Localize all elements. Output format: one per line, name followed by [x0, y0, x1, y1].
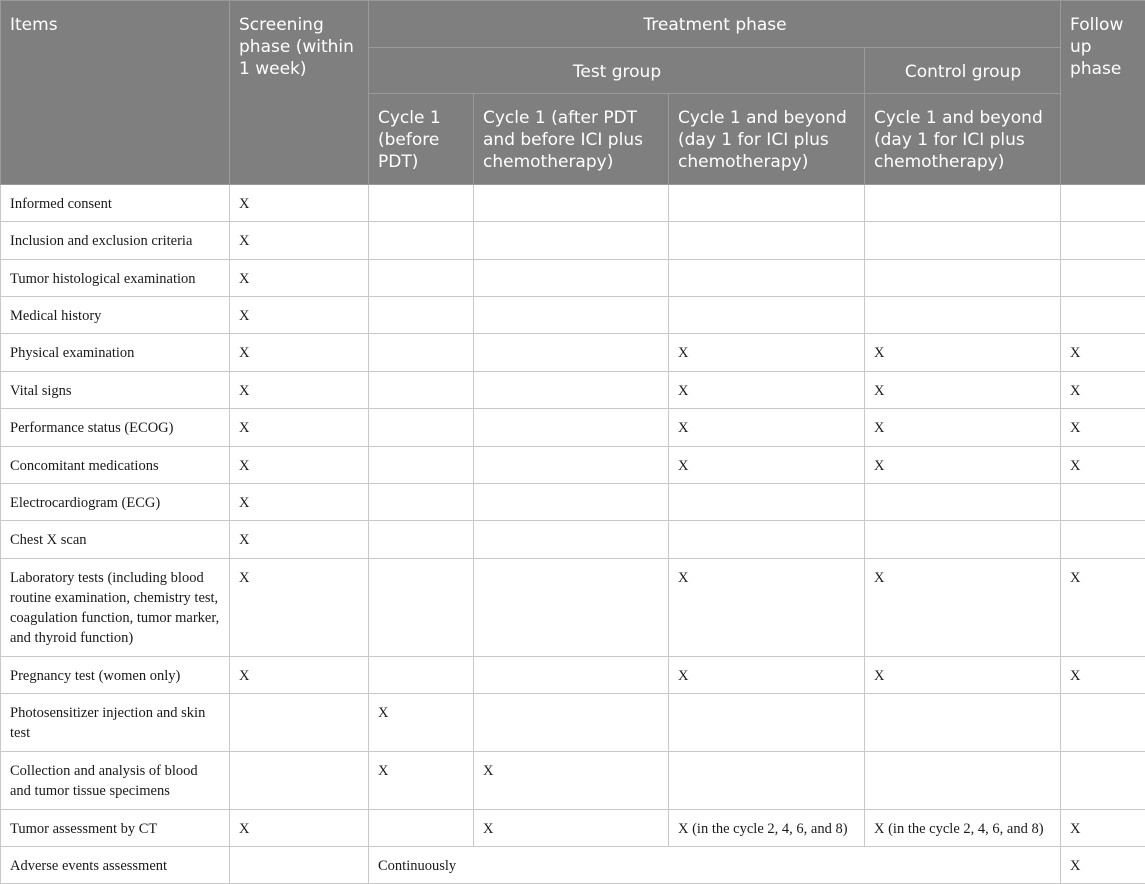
- screening-cell: X: [230, 185, 369, 222]
- control-beyond-cell: [865, 260, 1061, 297]
- follow-up-cell: [1061, 222, 1145, 260]
- cycle1-after-pdt-cell: [474, 521, 669, 559]
- follow-up-cell: [1061, 752, 1145, 810]
- cycle1-after-pdt-cell: [474, 447, 669, 484]
- cycle1-before-pdt-cell: X: [369, 694, 474, 752]
- cycle1-after-pdt-cell: [474, 222, 669, 260]
- table-row: [1, 297, 1145, 334]
- table-row: [1, 185, 1145, 222]
- cycle1-after-pdt-cell: [474, 484, 669, 521]
- item-cell: Photosensitizer injection and skin test: [1, 694, 230, 752]
- follow-up-cell: [1061, 260, 1145, 297]
- test-beyond-cell: [669, 694, 865, 752]
- screening-cell: [230, 752, 369, 810]
- table-row: [1, 372, 1145, 409]
- item-cell: Chest X scan: [1, 521, 230, 559]
- control-beyond-cell: [865, 185, 1061, 222]
- test-beyond-cell: X: [669, 559, 865, 657]
- cycle1-after-pdt-cell: X: [474, 752, 669, 810]
- table-row: [1, 222, 1145, 260]
- control-beyond-cell: X: [865, 334, 1061, 372]
- screening-cell: X: [230, 372, 369, 409]
- header-items: Items: [1, 1, 230, 185]
- test-beyond-cell: X: [669, 334, 865, 372]
- test-beyond-cell: [669, 260, 865, 297]
- item-cell: Inclusion and exclusion criteria: [1, 222, 230, 260]
- cycle1-before-pdt-cell: [369, 657, 474, 694]
- cycle1-before-pdt-cell: [369, 372, 474, 409]
- header-control-group: Control group: [865, 48, 1061, 94]
- test-beyond-cell: X: [669, 372, 865, 409]
- item-cell: Performance status (ECOG): [1, 409, 230, 447]
- table-body: [1, 185, 1145, 884]
- cycle1-after-pdt-cell: [474, 409, 669, 447]
- header-screening-phase: Screening phase (within 1 week): [230, 1, 369, 185]
- control-beyond-cell: [865, 484, 1061, 521]
- cycle1-before-pdt-cell: [369, 185, 474, 222]
- control-beyond-cell: X: [865, 657, 1061, 694]
- follow-up-cell: [1061, 185, 1145, 222]
- table-row: [1, 810, 1145, 847]
- item-cell: Medical history: [1, 297, 230, 334]
- item-cell: Laboratory tests (including blood routine examination, chemistry test, coagulation function, tumor marker, and thyroid function): [1, 559, 230, 657]
- test-beyond-cell: X: [669, 447, 865, 484]
- cycle1-before-pdt-cell: [369, 222, 474, 260]
- cycle1-before-pdt-cell: [369, 297, 474, 334]
- table-row: [1, 752, 1145, 810]
- item-cell: Adverse events assessment: [1, 847, 230, 884]
- test-beyond-cell: X: [669, 657, 865, 694]
- item-cell: Concomitant medications: [1, 447, 230, 484]
- screening-cell: X: [230, 447, 369, 484]
- table-row: [1, 334, 1145, 372]
- test-beyond-cell: [669, 297, 865, 334]
- cycle1-before-pdt-cell: [369, 559, 474, 657]
- header-cycle1-before-pdt: Cycle 1 (before PDT): [369, 94, 474, 185]
- follow-up-cell: [1061, 297, 1145, 334]
- screening-cell: X: [230, 222, 369, 260]
- follow-up-cell: X: [1061, 409, 1145, 447]
- item-cell: Collection and analysis of blood and tumor tissue specimens: [1, 752, 230, 810]
- table-row: [1, 847, 1145, 884]
- cycle1-before-pdt-cell: [369, 334, 474, 372]
- item-cell: Tumor histological examination: [1, 260, 230, 297]
- control-beyond-cell: X: [865, 447, 1061, 484]
- screening-cell: X: [230, 484, 369, 521]
- follow-up-cell: [1061, 694, 1145, 752]
- cycle1-after-pdt-cell: [474, 372, 669, 409]
- screening-cell: X: [230, 657, 369, 694]
- control-beyond-cell: [865, 521, 1061, 559]
- test-beyond-cell: [669, 752, 865, 810]
- item-cell: Vital signs: [1, 372, 230, 409]
- screening-cell: X: [230, 260, 369, 297]
- screening-cell: X: [230, 521, 369, 559]
- control-beyond-cell: X (in the cycle 2, 4, 6, and 8): [865, 810, 1061, 847]
- cycle1-before-pdt-cell: X: [369, 752, 474, 810]
- table-row: [1, 559, 1145, 657]
- table-row: [1, 657, 1145, 694]
- item-cell: Physical examination: [1, 334, 230, 372]
- table-row: [1, 521, 1145, 559]
- cycle1-before-pdt-cell: [369, 260, 474, 297]
- cycle1-after-pdt-cell: [474, 334, 669, 372]
- header-treatment-phase: Treatment phase: [369, 1, 1061, 48]
- cycle1-after-pdt-cell: [474, 657, 669, 694]
- screening-cell: X: [230, 559, 369, 657]
- cycle1-after-pdt-cell: X: [474, 810, 669, 847]
- control-beyond-cell: [865, 694, 1061, 752]
- control-beyond-cell: [865, 297, 1061, 334]
- follow-up-cell: [1061, 521, 1145, 559]
- control-beyond-cell: X: [865, 372, 1061, 409]
- test-beyond-cell: [669, 521, 865, 559]
- test-beyond-cell: X: [669, 409, 865, 447]
- control-beyond-cell: [865, 752, 1061, 810]
- follow-up-cell: X: [1061, 559, 1145, 657]
- header-follow-up-phase: Follow up phase: [1061, 1, 1145, 185]
- item-cell: Tumor assessment by CT: [1, 810, 230, 847]
- control-beyond-cell: X: [865, 559, 1061, 657]
- item-cell: Electrocardiogram (ECG): [1, 484, 230, 521]
- cycle1-after-pdt-cell: [474, 694, 669, 752]
- table-row: [1, 447, 1145, 484]
- item-cell: Pregnancy test (women only): [1, 657, 230, 694]
- test-beyond-cell: [669, 484, 865, 521]
- header-test-cycle1-beyond: Cycle 1 and beyond (day 1 for ICI plus chemotherapy): [669, 94, 865, 185]
- screening-cell: [230, 847, 369, 884]
- header-test-group: Test group: [369, 48, 865, 94]
- test-beyond-cell: X (in the cycle 2, 4, 6, and 8): [669, 810, 865, 847]
- screening-cell: X: [230, 297, 369, 334]
- control-beyond-cell: [865, 222, 1061, 260]
- cycle1-before-pdt-cell: [369, 447, 474, 484]
- cycle1-after-pdt-cell: [474, 559, 669, 657]
- follow-up-cell: X: [1061, 810, 1145, 847]
- cycle1-after-pdt-cell: [474, 297, 669, 334]
- treatment-continuous-cell: Continuously: [369, 847, 1061, 884]
- follow-up-cell: [1061, 484, 1145, 521]
- table-row: [1, 484, 1145, 521]
- cycle1-before-pdt-cell: [369, 484, 474, 521]
- test-beyond-cell: [669, 222, 865, 260]
- table-row: [1, 694, 1145, 752]
- cycle1-before-pdt-cell: [369, 810, 474, 847]
- item-cell: Informed consent: [1, 185, 230, 222]
- table-header: [1, 1, 1145, 185]
- follow-up-cell: X: [1061, 334, 1145, 372]
- cycle1-before-pdt-cell: [369, 409, 474, 447]
- table-row: [1, 260, 1145, 297]
- screening-cell: X: [230, 334, 369, 372]
- screening-cell: X: [230, 409, 369, 447]
- test-beyond-cell: [669, 185, 865, 222]
- header-cycle1-after-pdt: Cycle 1 (after PDT and before ICI plus chemotherapy): [474, 94, 669, 185]
- table-row: [1, 409, 1145, 447]
- follow-up-cell: X: [1061, 847, 1145, 884]
- screening-cell: X: [230, 810, 369, 847]
- follow-up-cell: X: [1061, 657, 1145, 694]
- screening-cell: [230, 694, 369, 752]
- cycle1-before-pdt-cell: [369, 521, 474, 559]
- follow-up-cell: X: [1061, 447, 1145, 484]
- cycle1-after-pdt-cell: [474, 260, 669, 297]
- follow-up-cell: X: [1061, 372, 1145, 409]
- header-control-cycle1-beyond: Cycle 1 and beyond (day 1 for ICI plus chemotherapy): [865, 94, 1061, 185]
- cycle1-after-pdt-cell: [474, 185, 669, 222]
- control-beyond-cell: X: [865, 409, 1061, 447]
